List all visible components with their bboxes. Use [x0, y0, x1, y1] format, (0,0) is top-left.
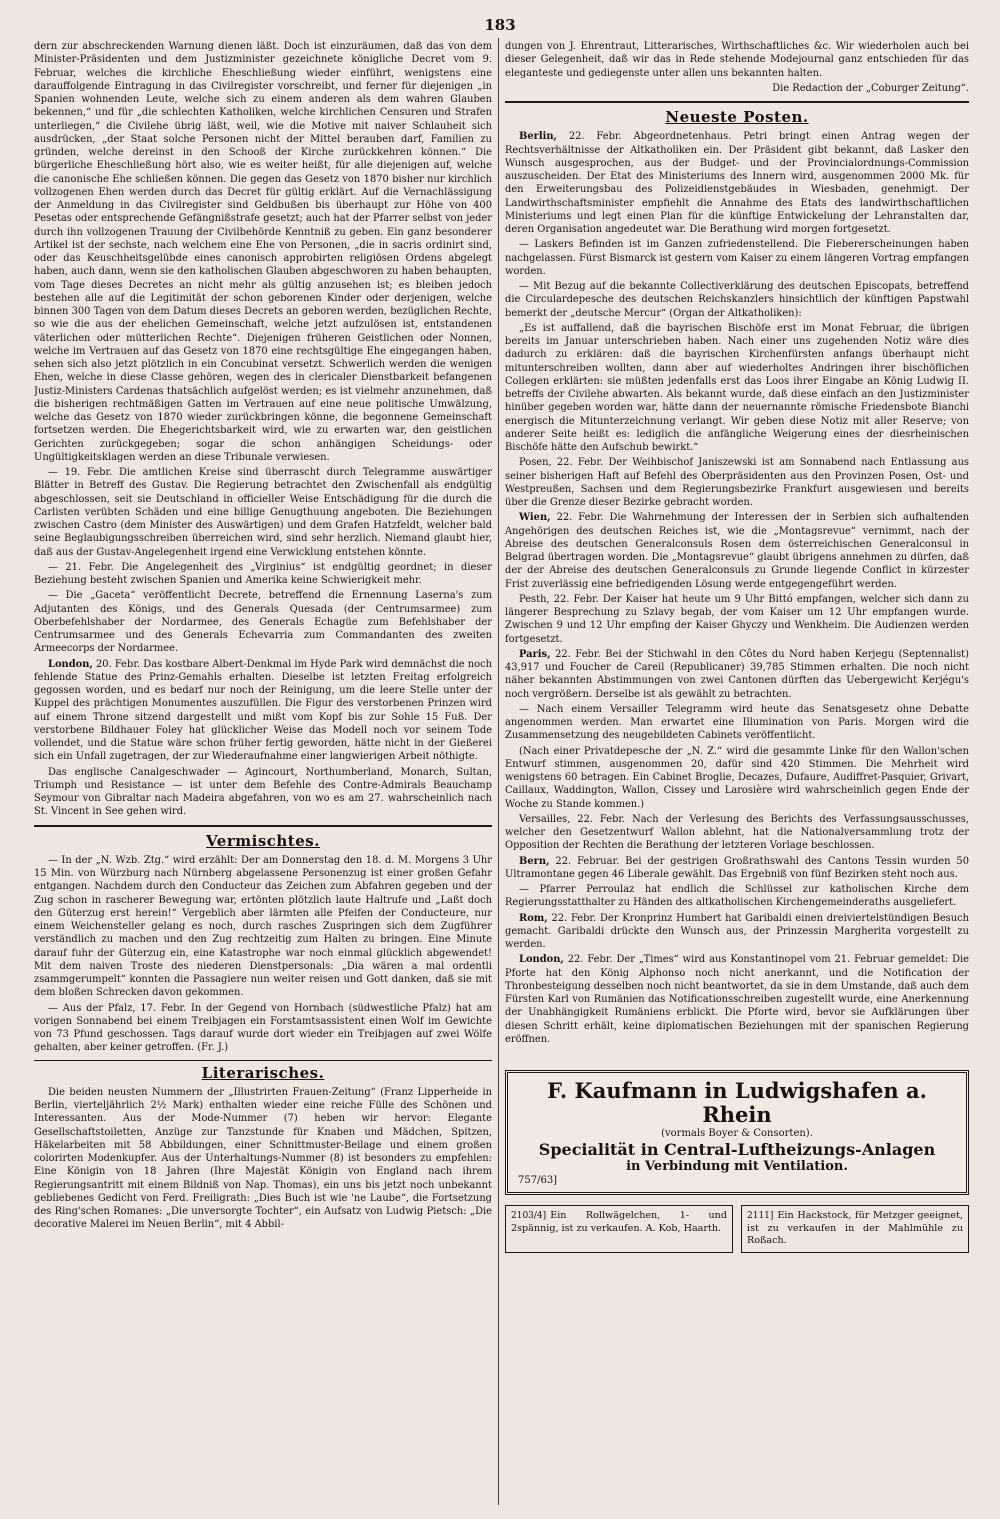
section-rule [505, 101, 969, 103]
article-gaceta: — Die „Gaceta“ veröffentlicht Decrete, betreffend die Ernennung Laserna's zum Adjutanten des Königs, und des Generals Quesada (der Centrumsarmee) zum Oberbefehlshaber der Nordarmee, des Generals Echagüe zum Befehlshaber der Centrumsarmee und des Generals Echevarria zum Commandanten des zweiten Armeecorps der Nordarmee. [34, 590, 492, 655]
dateline-rom: Rom, [519, 912, 548, 924]
small-ad-number: 2103/4] [511, 1211, 547, 1221]
article-london-albert [34, 658, 492, 764]
ad-firm-name: F. Kaufmann in Ludwigshafen a. Rhein [547, 1078, 927, 1127]
news-posen-text: 22. Febr. Der Weihbischof Janiszewski ist am Sonnabend nach Entlassung aus seiner bisherigen Haft auf Befehl des Oberpräsidenten aus den Provinzen Posen, Ost- und Westpreußen, Sachsen und dem Regierungsbezirke Frankfurt ausgewiesen und bereits über die Grenze dieser Bezirke gebracht worden. [505, 457, 969, 508]
small-ad-rollwaegelchen [505, 1205, 733, 1253]
news-lasker: — Laskers Befinden ist im Ganzen zufriedenstellend. Die Fiebererscheinungen haben nachgelassen. Fürst Bismarck ist gestern vom Kaiser zu einem längeren Vortrag empfangen worden. [505, 239, 969, 277]
news-paris [505, 648, 969, 701]
dateline-london: London, [48, 658, 93, 670]
news-quote-mercur: „Es ist auffallend, daß die bayrischen Bischöfe erst im Monat Februar, die übrigen bereits im Januar unterschrieben haben. Nach einer uns zugehenden Notiz wäre dies dadurch zu erklären: daß die bayrischen Kirchenfürsten anfangs überhaupt nicht mitunterschreiben wollten, dann aber auf wiederholtes Andringen ihrer bischöflichen Collegen erklärten: sie müßten jedenfalls erst das Loos ihrer Eingabe an König Ludwig II. betreffs der Civilehe abwarten. Als bekannt wurde, daß diese einfach an den Justizminister hinüber gegeben worden war, hätte dann der neuernannte römische Friedensbote Bianchi energisch die Mitunterzeichnung verlangt. Wir geben diese Notiz mit aller Reserve; von anderer Seite heißt es: lediglich die anfängliche Weigerung eines der diesrheinischen Bischöfe hätte den Aufschub bewirkt.“ [505, 322, 969, 453]
news-private-depesche: (Nach einer Privatdepesche der „N. Z.“ wird die gesammte Linke für den Wallon'schen Entwurf stimmen, ausgenommen 20, dafür sind 420 Stimmen. Die Mehrheit wird wenigstens 60 betragen. Ein Cabinet Broglie, Decazes, Dufaure, Audiffret-Pasquier, Grivart, Caillaux, Waddington, Wallon, Cissey und Larosière wird wahrscheinlich gegen Ende der Woche zu Stande kommen.) [505, 745, 969, 810]
dateline-paris: Paris, [519, 648, 551, 660]
news-versailles-telegram: — Nach einem Versailler Telegramm wird heute das Senatsgesetz ohne Debatte angenommen werden. Man erwartet eine Illumination von Paris. Morgen wird die Zusammensetzung des neugebildeten Cabinets veröffentlicht. [505, 703, 969, 742]
news-perroulaz: — Pfarrer Perroulaz hat endlich die Schlüssel zur katholischen Kirche dem Regierungsstatthalter zu Händen des altkatholischen Kirchengemeinderaths ausgeliefert. [505, 884, 969, 909]
page-number: 183 [484, 16, 516, 34]
article-frauenzeitung-cont: dungen von J. Ehrentraut, Litterarisches, Wirthschaftliches &c. Wir wiederholen auch bei dieser Gelegenheit, daß wir das in Rede stehende Modejournal ganz entschieden für das eleganteste und gediegenste unter allen uns bekannten halten. [505, 41, 969, 79]
heading-neueste-posten: Neueste Posten. [665, 108, 809, 126]
small-ad-hackstock [741, 1205, 969, 1253]
advertisement-kaufmann [505, 1070, 969, 1195]
ad-ventilation: in Verbindung mit Ventilation. [626, 1159, 848, 1174]
news-wien [505, 511, 969, 591]
small-ad-text: Ein Rollwägelchen, 1- und 2spännig, ist zu verkaufen. A. Kob, Haarth. [511, 1210, 727, 1234]
article-wolf: — Aus der Pfalz, 17. Febr. In der Gegend von Hornbach (südwestliche Pfalz) hat am vorigen Sonnabend bei einem Treibjagen ein Forstamtsassistent einen Wolf im Gewichte von 73 Pfund geschossen. Tags darauf wurde dort wieder ein Treibjagen auf zwei Wölfe gehalten, aber keiner getroffen. (Fr. J.) [34, 1002, 492, 1054]
dateline-wien: Wien, [519, 512, 551, 524]
news-london-times [505, 953, 969, 1046]
dateline-bern: Bern, [519, 855, 550, 867]
news-berlin-text: 22. Febr. Abgeordnetenhaus. Petri bringt einen Antrag wegen der Rechtsverhältnisse der Altkatholiken ein. Der Präsident gibt bekannt, daß Lasker den Wunsch ausgesprochen, aus der Budget- und der Provincialordnungs-Commission auszuscheiden. Der Etat des Ministeriums des Innern wird, ausgenommen 2000 Mk. für den Erweiterungsbau des Polizeidienstgebäudes in Wiesbaden, genehmigt. Der Landwirthschaftsminister empfiehlt die Annahme des Etats des landwirthschaftlichen Ministeriums und legt einen Plan für die künftige Entwickelung der Lehranstalten dar, deren Organisation angedeutet war. Die Berathung wird morgen fortgesetzt. [505, 131, 969, 235]
news-wien-text: 22. Febr. Die Wahrnehmung der Interessen der in Serbien sich aufhaltenden Angehörigen des deutschen Reiches ist, wie die „Montagsrevue“ vernimmt, nach der Abreise des deutschen Generalconsuls Rosen dem österreichischen Generalconsul in Belgrad übertragen worden. Die „Montagsrevue“ glaubt übrigens annehmen zu dürfen, daß der der Abreise des deutschen Generalconsuls zu Grunde liegende Conflict in kürzester Frist zuverlässig eine befriedigenden Lösung werde entgegengeführt werden. [505, 512, 969, 590]
article-spain-feb21: — 21. Febr. Die Angelegenheit des „Virginius“ ist endgültig geordnet; in dieser Beziehung besteht zwischen Spanien und Amerika keine Schwierigkeit mehr. [34, 561, 492, 586]
section-rule [34, 825, 492, 827]
news-rom [505, 912, 969, 952]
news-versailles: Versailles, 22. Febr. Nach der Verlesung des Berichts des Verfassungsausschusses, welcher den Gesetzentwurf Wallon ablehnt, hat die Nationalversammlung trotz der Opposition der Rechten die Berathung der letzteren Vorlage beschlossen. [505, 813, 969, 852]
news-posen [505, 456, 969, 509]
small-ad-number: 2111] [747, 1211, 774, 1221]
left-column [34, 40, 492, 1511]
dateline-berlin: Berlin, [519, 131, 557, 143]
news-rom-text: 22. Febr. Der Kronprinz Humbert hat Garibaldi einen dreiviertelstündigen Besuch gemacht. Garibaldi drückte den Wunsch aus, der Prinzessin Margherita vorgestellt zu werden. [505, 912, 969, 950]
news-pesth: Pesth, 22. Febr. Der Kaiser hat heute um 9 Uhr Bittó empfangen, welcher sich dann zu längerer Besprechung zu Szlavy begab, der vom Kaiser um 12 Uhr empfangen wurde. Zwischen 9 und 12 Uhr empfing der Kaiser Ghyczy und Wenkheim. Die Audienzen werden fortgesetzt. [505, 593, 969, 645]
article-frauenzeitung: Die beiden neusten Nummern der „Illustrirten Frauen-Zeitung“ (Franz Lipperheide in Berlin, vierteljährlich 2½ Mark) enthalten wieder eine reiche Fülle des Schönen und Interessanten. Aus der Mode-Nummer (7) heben wir hervor: Elegante Gesellschaftstoiletten, Anzüge zur Tanzstunde für Knaben und Mädchen, Spitzen, Häkelarbeiten mit 58 Abbildungen, einer Schnittmuster-Beilage und einem großen colorirten Modenkupfer. Aus der Unterhaltungs-Nummer (8) ist besonders zu empfehlen: Eine Königin von 18 Jahren (Ihre Majestät Königin von England nach ihrem Regierungsantritt mit einem Bildniß von Nap. Thomas), ein uns bis jetzt noch unbekannt gebliebenes Gedicht von Ferd. Freiligrath: „Dies Buch ist wie 'ne Laube“, die Fortsetzung des Ring'schen Romanes: „Die unversorgte Tochter“, ein Aufsatz von Ludwig Pietsch: „Die decorative Malerei im Neuen Berlin“, mit 4 Abbil- [34, 1086, 492, 1231]
dateline-london-2: London, [519, 954, 564, 966]
article-channel-fleet: Das englische Canalgeschwader — Agincourt, Northumberland, Monarch, Sultan, Triumph und Resistance — ist unter dem Befehle des Contre-Admirals Beauchamp Seymour von Gibraltar nach Madeira abgefahren, von wo es am 27. wahrscheinlich nach St. Vincent in See gehen wird. [34, 766, 492, 818]
news-berlin [505, 130, 969, 236]
news-london-times-text: 22. Febr. Der „Times“ wird aus Konstantinopel vom 21. Februar gemeldet: Die Pforte hat den König Alphonso noch nicht anerkannt, und die Notification der Thronbesteigung desselben noch nicht beantwortet, da sie in dem Umstande, daß auch dem Fürsten Karl von Rumänien das Notificationsschreiben zugestellt wurde, eine Anerkennung der Unabhängigkeit Rumäniens erblickt. Die Pforte wird, bevor sie Aufklärungen über diesen Schritt erhält, keine diplomatischen Beziehungen mit der spanischen Regierung eröffnen. [505, 954, 969, 1045]
small-ads [505, 1205, 969, 1253]
ad-specialty: Specialität in Central-Luftheizungs-Anlagen [538, 1140, 936, 1159]
article-london-text: 20. Febr. Das kostbare Albert-Denkmal im Hyde Park wird demnächst die noch fehlende Statue des Prinz-Gemahls erhalten. Dieselbe ist letzten Freitag erfolgreich gegossen worden, und es bedarf nur noch der Reinigung, um die leere Stelle unter der Kuppel des prächtigen Monumentes auszufüllen. Die Figur des verstorbenen Prinzen wird auf einem Throne sitzend dargestellt und mißt vom Kopf bis zur Sohle 15 Fuß. Der verstorbene Bildhauer Foley hat glücklicher Weise das Modell noch vor seinem Tode vollendet, und die Statue wäre schon früher fertig geworden, hätte nicht in der Gießerei sich ein Unfall zugetragen, der zur Wiederaufnahme einer langwierigen Arbeit nöthigte. [34, 658, 492, 763]
article-train: — In der „N. Wzb. Ztg.“ wird erzählt: Der am Donnerstag den 18. d. M. Morgens 3 Uhr 15 Min. von Würzburg nach Nürnberg abgelassene Personenzug ist einer großen Gefahr entgangen. Nachdem durch den Conducteur das Zeichen zum Abfahren gegeben und der Zug schon in rascherer Bewegung war, ertönten plötzlich laute Haltrufe und „Laßt doch den Güterzug erst herein!“ Vergeblich aber lärmten alle Pfeifen der Conducteure, nur einem Weichensteller gelang es noch, durch rasches Zuspringen sich dem Zugführer verständlich zu machen und den Zug rechtzeitig zum Halten zu bringen. Eine Minute darauf fuhr der Güterzug ein, eine Katastrophe war noch einmal glücklich abgewendet! Mit dem naiven Troste des niederen Dienstpersonals: „Dia wären a mal ordentli zsammgerumpelt“ konnten die Passagiere nun weiter reisen und Gott danken, daß sie mit dem bloßen Schrecken davon gekommen. [34, 854, 492, 999]
ad-formerly: (vormals Boyer & Consorten). [661, 1128, 813, 1139]
article-spain-decree: dern zur abschreckenden Warnung dienen läßt. Doch ist einzuräumen, daß das von dem Minister-Präsidenten und dem Justizminister gezeichnete königliche Decret vom 9. Februar, welches die kirchliche Eheschließung wieder einführt, wenigstens eine darauffolgende Eintragung in das Civilregister vorschreibt, und ferner für diejenigen „in Spanien wohnenden Leute, welche sich zu einem anderen als dem wahren Glauben bekennen,“ und für „die schlechten Katholiken, welche kirchlichen Censuren und Strafen unterliegen,“ die Civilehe übrig läßt, weil, wie die Motive mit naiver Schlauheit sich ausdrücken, „der Staat solche Personen nicht der Mittel berauben darf, Familien zu gründen, welche dereinst in den Schooß der Kirche zurückkehren können.“ Die bürgerliche Eheschließung hört also, wie es weiter heißt, für alle diejenigen auf, welche die canonische Ehe schließen können. Die gegen das Gesetz von 1870 bisher nur kirchlich vollzogenen Ehen werden durch das Decret für gültig erklärt. Auf die Vernachlässigung der Anmeldung in das Civilregister sind Geldbußen bis überhaupt zur Höhe von 400 Pesetas oder entsprechende Gefängnißstrafe gesetzt; auch hat der Pfarrer selbst von jeder durch ihn vollzogenen Trauung der Civilbehörde Kenntniß zu geben. Ein ganz besonderer Artikel ist der sechste, nach welchem eine Ehe von Personen, „die in sacris ordinirt sind, oder das Keuschheitsgelübde eines canonisch approbirten religiösen Ordens abgelegt haben, auch dann, wenn sie den katholischen Glauben abgeschworen zu haben behaupten, vom Tage dieses Decretes an nicht mehr als gültig anzusehen ist; es bleiben jedoch bestehen alle auf die Legitimität der schon geborenen Kinder oder derjenigen, welche binnen 300 Tagen von dem Datum dieses Decrets an geboren werden, bezüglichen Rechte, so wie die aus der ehelichen Gemeinschaft, welche jetzt aufzulösen ist, entstandenen väterlichen oder mütterlichen Rechte“. Diejenigen früheren Geistlichen oder Nonnen, welche im Vertrauen auf das Gesetz von 1870 eine rechtsgültige Ehe eingegangen haben, sehen sich also jetzt plötzlich in ein Concubinat versetzt. Schwerlich werden die wenigen Ehen, welche in diese Classe gehören, wegen des in clericaler Dienstbarkeit befangenen Justiz-Ministers Cardenas thatsächlich aufgelöst werden; es ist vielmehr anzunehmen, daß die bisherigen rechtmäßigen Gatten im Vertrauen auf eine neue politische Umwälzung, welche das Gesetz von 1870 wieder zurückbringen könne, die begonnene Gemeinschaft fortsetzen werden. Die Ehegerichtsbarkeit wird, wie zu erwarten war, den geistlichen Gerichten zurückgegeben; sogar die schon anhängigen Scheidungs- oder Ungültigkeitsklagen werden an diese Tribunale verwiesen. [34, 41, 492, 463]
heading-literarisches: Literarisches. [201, 1063, 325, 1082]
ad-number: 757/63] [518, 1175, 558, 1186]
dateline-posen: Posen, [519, 457, 552, 469]
news-episcopat: — Mit Bezug auf die bekannte Collectiverklärung des deutschen Episcopats, betreffend die Circulardepesche des deutschen Reichskanzlers hinsichtlich der künftigen Papstwahl bemerkt der „deutsche Mercur“ (Organ der Altkatholiken): [505, 281, 969, 319]
article-spain-feb19: — 19. Febr. Die amtlichen Kreise sind überrascht durch Telegramme auswärtiger Blätter in Betreff des Gustav. Die Regierung betrachtet den Zwischenfall als endgültig abgeschlossen, seit sie Deutschland in officieller Weise Entschädigung für die durch die Carlisten verübten Schäden und eine billige Genugthuung angeboten. Die Beziehungen zwischen Castro (dem Minister des Auswärtigen) und dem Grafen Hatzfeldt, welcher bald seine Beglaubigungsschreiben überreichen wird, sind sehr herzlich. Niemand glaubt hier, daß aus der Gustav-Angelegenheit irgend eine Verwicklung entstehen könnte. [34, 467, 492, 558]
right-column [505, 40, 969, 1511]
section-rule [34, 1060, 492, 1061]
column-divider [498, 38, 499, 1505]
news-paris-text: 22. Febr. Bei der Stichwahl in den Côtes du Nord haben Kerjegu (Septennalist) 43,917 und Foucher de Careil (Republicaner) 39,785 Stimmen erhalten. Die noch nicht näher bekannten Abstimmungen von zwei Cantonen dürften das Uebergewicht Kerjégu's noch vergrößern. Derselbe ist als gewählt zu betrachten. [505, 648, 969, 700]
heading-vermischtes: Vermischtes. [206, 831, 320, 850]
small-ad-text: Ein Hackstock, für Metzger geeignet, ist zu verkaufen in der Mahlmühle zu Roßach. [747, 1210, 963, 1246]
news-bern-text: 22. Februar. Bei der gestrigen Großrathswahl des Cantons Tessin wurden 50 Ultramontane gegen 46 Liberale gewählt. Das Ergebniß von fünf Bezirken steht noch aus. [505, 855, 969, 880]
news-bern [505, 855, 969, 882]
editorial-signature: Die Redaction der „Coburger Zeitung“. [772, 82, 969, 94]
